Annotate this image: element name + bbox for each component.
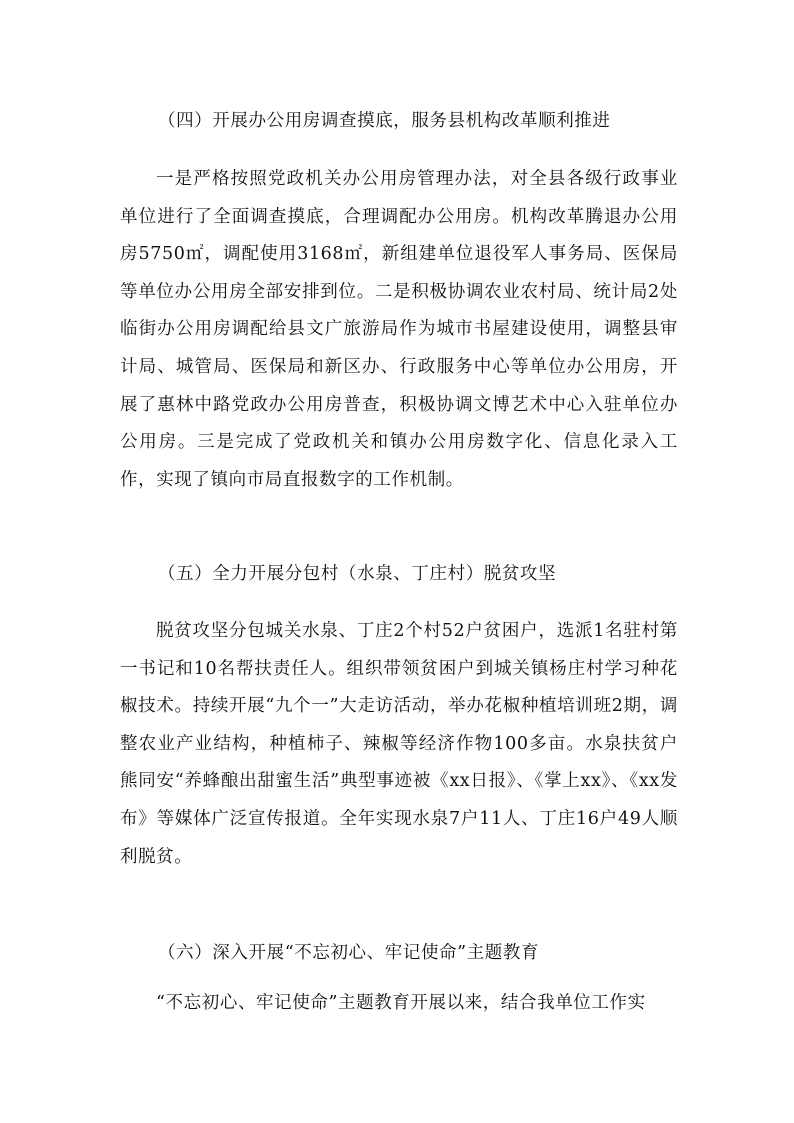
section-heading-5: （五）全力开展分包村（水泉、丁庄村）脱贫攻坚 — [158, 564, 557, 584]
section-body-5: 脱贫攻坚分包城关水泉、丁庄2个村52户贫困户，选派1名驻村第一书记和10名帮扶责任人。组织带领贫困户到城关镇杨庄村学习种花椒技术。持续开展“九个一”大走访活动，举办花椒种植培训班2期，调整农业产业结构，种植柿子、辣椒等经济作物100多亩。水泉扶贫户熊同安“养蜂酿出甜蜜生活”典型事迹被《xx日报》、《掌上xx》、《xx发布》等媒体广泛宣传报道。全年实现水泉7户11人、丁庄16户49人顺利脱贫。 — [120, 621, 678, 867]
section-body-4: 一是严格按照党政机关办公用房管理办法，对全县各级行政事业单位进行了全面调查摸底，合理调配办公用房。机构改革腾退办公用房5750㎡，调配使用3168㎡，新组建单位退役军人事务局、医保局等单位办公用房全部安排到位。二是积极协调农业农村局、统计局2处临街办公用房调配给县文广旅游局作为城市书屋建设使用，调整县审计局、城管局、医保局和新区办、行政服务中心等单位办公用房，开展了惠林中路党政办公用房普查，积极协调文博艺术中心入驻单位办公用房。三是完成了党政机关和镇办公用房数字化、信息化录入工作，实现了镇向市局直报数字的工作机制。 — [120, 169, 678, 490]
section-body-6: “不忘初心、牢记使命”主题教育开展以来，结合我单位工作实 — [156, 993, 646, 1013]
section-heading-4: （四）开展办公用房调查摸底，服务县机构改革顺利推进 — [158, 111, 611, 131]
section-heading-6: （六）深入开展“不忘初心、牢记使命”主题教育 — [158, 943, 540, 963]
